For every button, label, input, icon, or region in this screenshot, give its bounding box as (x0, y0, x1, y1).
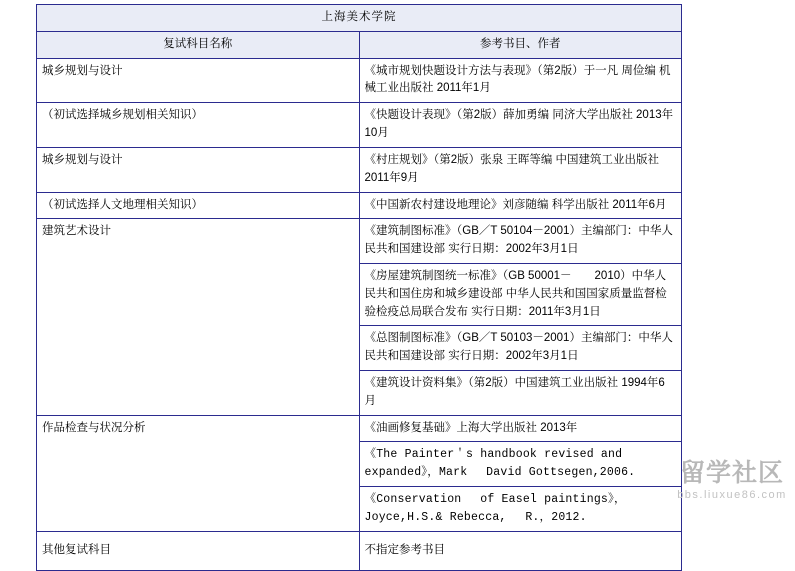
watermark-sub-text: bbs.liuxue86.com (677, 489, 787, 501)
subject-name-1a: 城乡规划与设计 (37, 58, 360, 103)
reference-3-2: 《房屋建筑制图统一标准》（GB 50001－ 2010）中华人民共和国住房和城乡建设部 中华人民共和国国家质量监督检验检疫总局联合发布 实行日期：2011年3月1日 (359, 263, 682, 325)
table-row (37, 531, 682, 570)
subject-name-2b: （初试选择人文地理相关知识） (37, 192, 360, 219)
reference-3-4: 《建筑设计资料集》（第2版）中国建筑工业出版社 1994年6月 (359, 371, 682, 416)
page-title: 上海美术学院 (37, 5, 682, 32)
reference-4-1: 《油画修复基础》上海大学出版社 2013年 (359, 415, 682, 442)
table-row (37, 147, 682, 192)
column-header-subject: 复试科目名称 (37, 31, 360, 58)
reference-1-2: 《快题设计表现》（第2版）薛加勇编 同济大学出版社 2013年10月 (359, 103, 682, 148)
subject-name-2a: 城乡规划与设计 (37, 147, 360, 192)
table-row (37, 103, 682, 148)
table-row (37, 58, 682, 103)
reference-4-3: 《Conservation of Easel paintings》，Joyce,H.S.& Rebecca, R.，2012. (359, 487, 682, 532)
reference-book-table (36, 4, 682, 571)
table-title-row (37, 5, 682, 32)
subject-name-1b: （初试选择城乡规划相关知识） (37, 103, 360, 148)
reference-4-2: 《The Painter＇s handbook revised and expanded》，Mark David Gottsegen,2006. (359, 442, 682, 487)
reference-3-3: 《总图制图标准》（GB／T 50103－2001）主编部门：中华人民共和国建设部 实行日期：2002年3月1日 (359, 326, 682, 371)
table-row (37, 219, 682, 264)
reference-1-1: 《城市规划快题设计方法与表现》（第2版）于一凡 周俭编 机械工业出版社 2011年1月 (359, 58, 682, 103)
subject-name-4: 作品检查与状况分析 (37, 415, 360, 531)
table-row (37, 192, 682, 219)
subject-name-3: 建筑艺术设计 (37, 219, 360, 415)
column-header-references: 参考书目、作者 (359, 31, 682, 58)
table-header-row (37, 31, 682, 58)
subject-name-5: 其他复试科目 (37, 531, 360, 570)
table-row (37, 415, 682, 442)
watermark (677, 461, 787, 501)
reference-5-1: 不指定参考书目 (359, 531, 682, 570)
watermark-main-text: 留学社区 (679, 459, 784, 487)
reference-2-2: 《中国新农村建设地理论》刘彦随编 科学出版社 2011年6月 (359, 192, 682, 219)
reference-3-1: 《建筑制图标准》（GB／T 50104－2001）主编部门：中华人民共和国建设部 实行日期：2002年3月1日 (359, 219, 682, 264)
reference-book-table-container (36, 4, 682, 571)
reference-2-1: 《村庄规划》（第2版）张泉 王晖等编 中国建筑工业出版社 2011年9月 (359, 147, 682, 192)
